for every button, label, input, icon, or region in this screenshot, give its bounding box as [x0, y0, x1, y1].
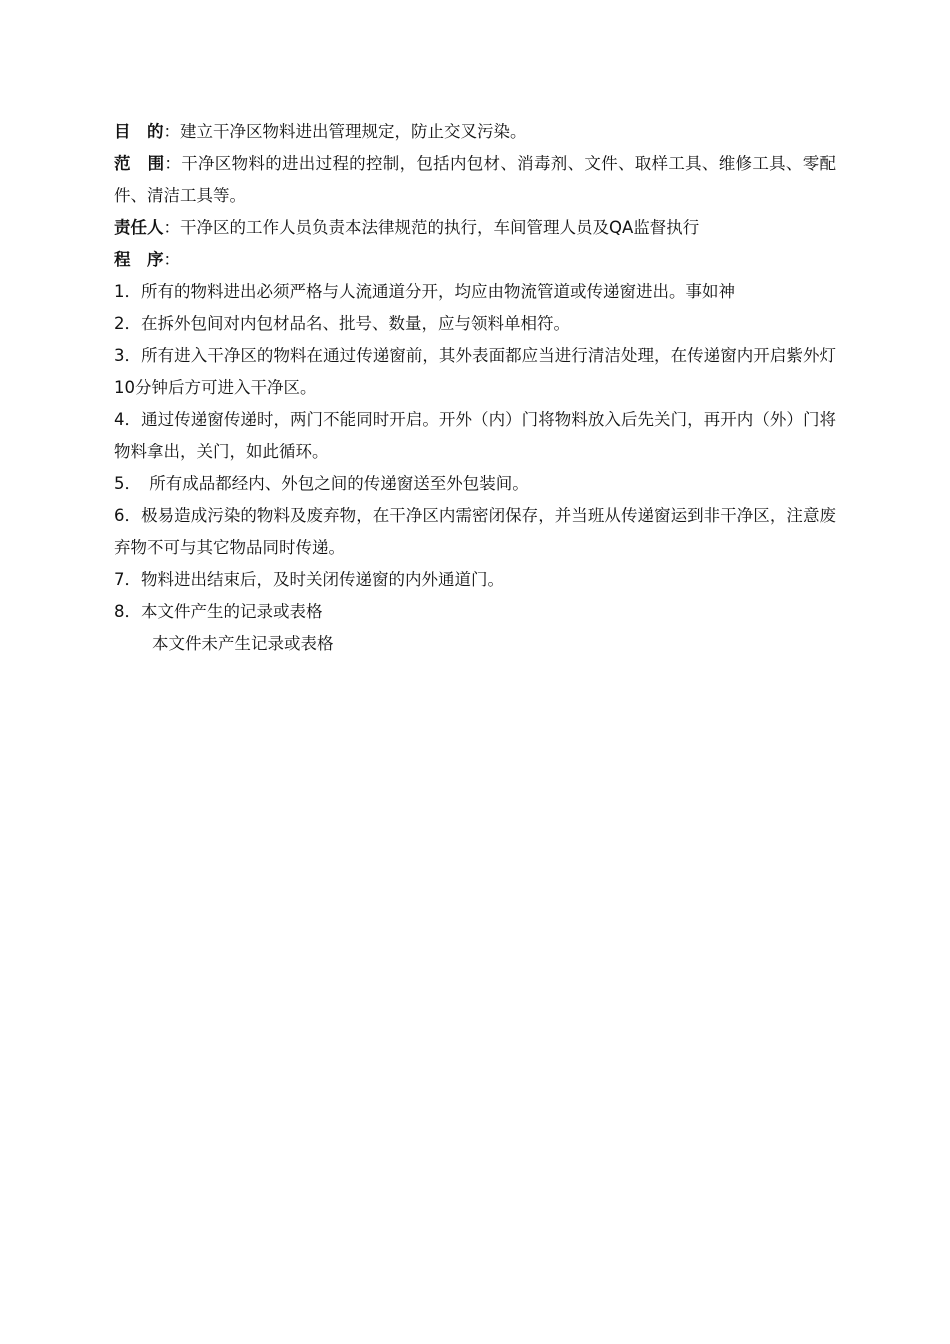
procedure-step: 8．本文件产生的记录或表格 — [114, 602, 323, 621]
procedure-heading — [114, 244, 836, 276]
responsible-text: ：干净区的工作人员负责本法律规范的执行，车间管理人员及QA监督执行 — [163, 218, 700, 237]
procedure-step: 7．物料进出结束后，及时关闭传递窗的内外通道门。 — [114, 570, 504, 589]
procedure-step: 6．极易造成污染的物料及废弃物，在干净区内需密闭保存，并当班从传递窗运到非干净区，注意废弃物不可与其它物品同时传递。 — [114, 506, 836, 557]
scope-text: ：干净区物料的进出过程的控制，包括内包材、消毒剂、文件、取样工具、维修工具、零配件、清洁工具等。 — [114, 154, 837, 205]
responsible-label: 责任人 — [114, 218, 164, 237]
purpose-text: ：建立干净区物料进出管理规定，防止交叉污染。 — [163, 122, 527, 141]
responsible-section — [114, 212, 836, 244]
footer-note: 本文件未产生记录或表格 — [152, 634, 334, 653]
scope-label: 范 围 — [114, 154, 165, 173]
purpose-label: 目 的 — [114, 122, 164, 141]
procedure-step: 2．在拆外包间对内包材品名、批号、数量，应与领料单相符。 — [114, 314, 570, 333]
scope-section — [114, 148, 836, 212]
procedure-step: 3．所有进入干净区的物料在通过传递窗前，其外表面都应当进行清洁处理，在传递窗内开启紫外灯10分钟后方可进入干净区。 — [114, 346, 836, 397]
procedure-colon: ： — [163, 250, 180, 269]
procedure-step: 1．所有的物料进出必须严格与人流通道分开，均应由物流管道或传递窗进出。事如神 — [114, 282, 735, 301]
procedure-step: 4．通过传递窗传递时，两门不能同时开启。开外（内）门将物料放入后先关门，再开内（外）门将物料拿出，关门，如此循环。 — [114, 410, 836, 461]
procedure-step: 5． 所有成品都经内、外包之间的传递窗送至外包装间。 — [114, 474, 529, 493]
purpose-section — [114, 116, 836, 148]
procedure-label: 程 序 — [114, 250, 164, 269]
document-body — [114, 116, 836, 660]
